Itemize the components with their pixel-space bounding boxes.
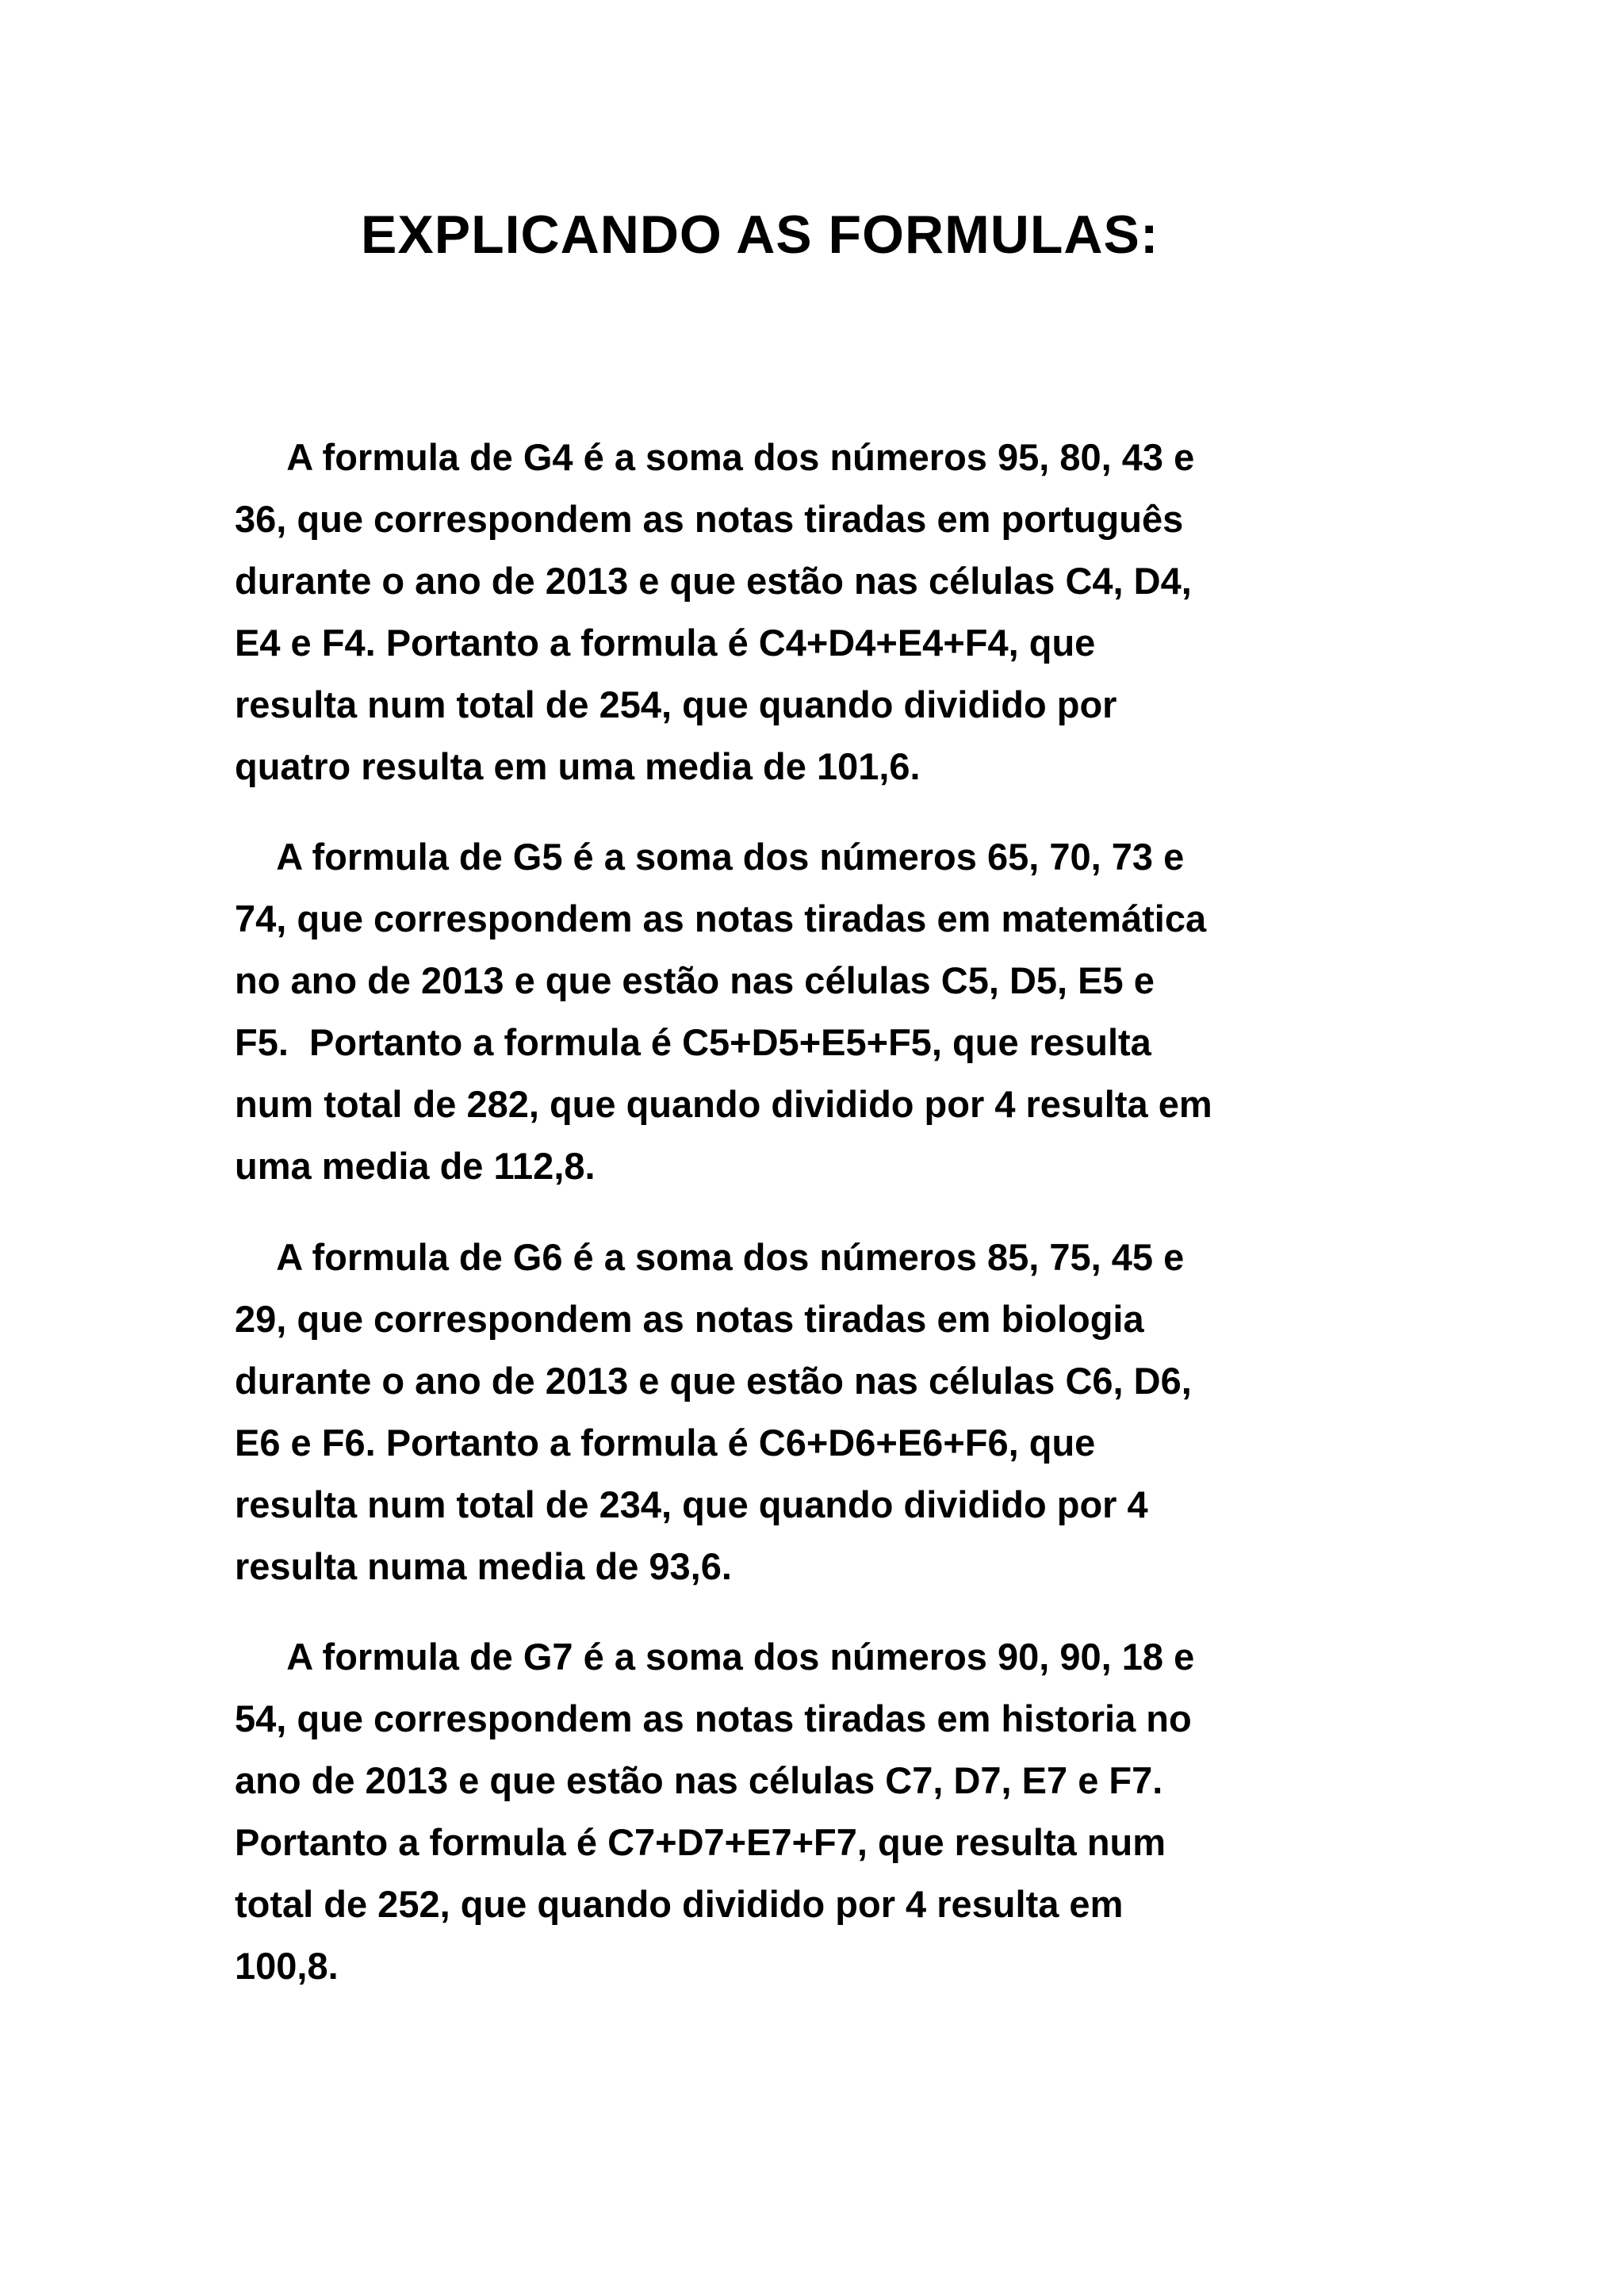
paragraph-line: Portanto a formula é C7+D7+E7+F7, que resulta num: [235, 1821, 1166, 1863]
paragraph-line: no ano de 2013 e que estão nas células C5, D5, E5 e: [235, 959, 1155, 1001]
paragraph-line: num total de 282, que quando dividido por 4 resulta em: [235, 1083, 1212, 1125]
paragraph-line: resulta num total de 254, que quando dividido por: [235, 683, 1117, 725]
paragraph-line: uma media de 112,8.: [235, 1145, 596, 1187]
paragraph-line: A formula de G6 é a soma dos números 85, 75, 45 e: [235, 1236, 1185, 1278]
paragraph-line: A formula de G4 é a soma dos números 95, 80, 43 e: [235, 436, 1195, 478]
paragraph-line: durante o ano de 2013 e que estão nas células C6, D6,: [235, 1360, 1192, 1402]
paragraph-line: resulta num total de 234, que quando dividido por 4: [235, 1483, 1148, 1525]
paragraph-g7: [235, 1626, 1424, 1997]
paragraph-line: 54, que correspondem as notas tiradas em historia no: [235, 1697, 1192, 1739]
paragraph-line: ano de 2013 e que estão nas células C7, D7, E7 e F7.: [235, 1759, 1163, 1801]
paragraph-line: quatro resulta em uma media de 101,6.: [235, 745, 921, 787]
paragraph-line: A formula de G5 é a soma dos números 65, 70, 73 e: [235, 836, 1185, 878]
paragraph-line: resulta numa media de 93,6.: [235, 1545, 732, 1587]
paragraph-line: total de 252, que quando dividido por 4 resulta em: [235, 1883, 1124, 1925]
paragraph-line: E4 e F4. Portanto a formula é C4+D4+E4+F4, que: [235, 622, 1096, 664]
paragraph-line: 36, que correspondem as notas tiradas em português: [235, 498, 1184, 540]
paragraph-line: durante o ano de 2013 e que estão nas células C4, D4,: [235, 560, 1192, 602]
paragraph-line: 100,8.: [235, 1945, 339, 1987]
paragraph-line: A formula de G7 é a soma dos números 90, 90, 18 e: [235, 1636, 1195, 1678]
paragraph-g4: [235, 427, 1424, 798]
paragraph-line: E6 e F6. Portanto a formula é C6+D6+E6+F6, que: [235, 1422, 1096, 1464]
paragraph-line: 74, que correspondem as notas tiradas em matemática: [235, 897, 1207, 939]
paragraph-line: F5. Portanto a formula é C5+D5+E5+F5, que resulta: [235, 1021, 1151, 1063]
paragraph-g5: [235, 826, 1424, 1197]
paragraph-line: 29, que correspondem as notas tiradas em biologia: [235, 1298, 1144, 1340]
paragraph-g6: [235, 1226, 1424, 1598]
page-title: EXPLICANDO AS FORMULAS:: [361, 205, 1159, 265]
